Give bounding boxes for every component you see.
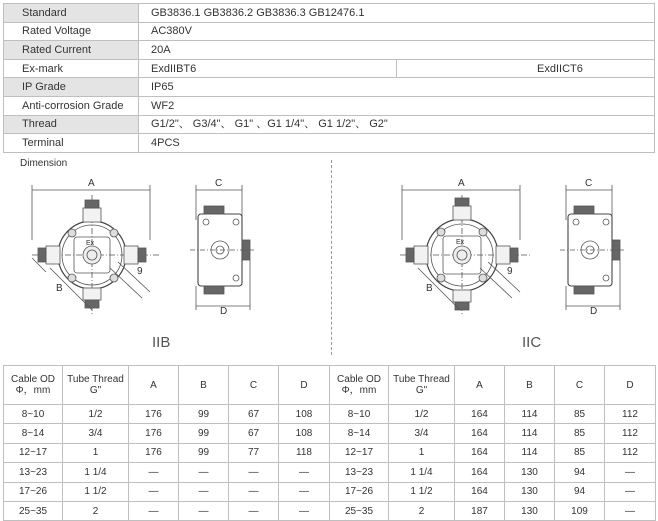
table-row [4, 424, 656, 443]
iic-a-cell: 164 [455, 424, 505, 443]
dim-c-label: C [215, 178, 223, 189]
header-a: A [455, 366, 505, 405]
iib-d-cell: — [279, 482, 330, 501]
iic-d-cell: 112 [605, 443, 656, 462]
iic-dimension-drawing [340, 170, 650, 320]
iib-c-cell: — [229, 463, 279, 482]
header-c: C [555, 366, 605, 405]
iic-a-cell: 164 [455, 405, 505, 424]
header-d: D [279, 366, 330, 405]
dimension-table [3, 365, 656, 521]
iib-d-cell: 108 [279, 424, 330, 443]
iib-a-cell: — [129, 463, 179, 482]
iib-cable-cell: 8~10 [4, 405, 63, 424]
iic-tube-cell: 2 [389, 501, 455, 520]
iib-a-cell: 176 [129, 424, 179, 443]
header-d: D [605, 366, 656, 405]
dim-a-label: A [88, 178, 95, 189]
iic-cable-cell: 25~35 [330, 501, 389, 520]
spec-row-terminal [4, 134, 655, 153]
iib-tube-cell: 1/2 [63, 405, 129, 424]
iib-cable-cell: 8~14 [4, 424, 63, 443]
iic-tube-cell: 1 [389, 443, 455, 462]
spec-label: Terminal [4, 134, 139, 153]
dimension-title: Dimension [20, 158, 68, 169]
iic-d-cell: 112 [605, 405, 656, 424]
table-row [4, 443, 656, 462]
dimension-table-body [4, 405, 656, 521]
iic-d-cell: — [605, 463, 656, 482]
iib-tube-cell: 2 [63, 501, 129, 520]
spec-label: Anti-corrosion Grade [4, 96, 139, 115]
iib-c-cell: — [229, 501, 279, 520]
iib-b-cell: — [179, 501, 229, 520]
spec-row-rated-current [4, 41, 655, 60]
iic-c-cell: 85 [555, 443, 605, 462]
iib-b-cell: — [179, 482, 229, 501]
iib-tube-cell: 1 1/2 [63, 482, 129, 501]
iib-cable-cell: 25~35 [4, 501, 63, 520]
iib-d-cell: 108 [279, 405, 330, 424]
iib-cable-cell: 12~17 [4, 443, 63, 462]
spec-value: GB3836.1 GB3836.2 GB3836.3 GB12476.1 [139, 4, 655, 23]
iib-b-cell: — [179, 463, 229, 482]
header-tube-thread: Tube Thread G" [389, 366, 455, 405]
spec-label: IP Grade [4, 78, 139, 97]
spec-label: Rated Voltage [4, 22, 139, 41]
iic-c-cell: 85 [555, 405, 605, 424]
iib-a-cell: 176 [129, 443, 179, 462]
dim-b-label: B [426, 283, 433, 294]
iib-d-cell: — [279, 463, 330, 482]
iic-d-cell: 112 [605, 424, 656, 443]
dim-d-label: D [590, 306, 598, 317]
iic-a-cell: 164 [455, 443, 505, 462]
iic-b-cell: 114 [505, 443, 555, 462]
spec-row-standard [4, 4, 655, 23]
spec-value: WF2 [139, 96, 655, 115]
table-row [4, 405, 656, 424]
header-b: B [505, 366, 555, 405]
header-a: A [129, 366, 179, 405]
table-row [4, 482, 656, 501]
iic-c-cell: 94 [555, 482, 605, 501]
iib-tube-cell: 3/4 [63, 424, 129, 443]
iib-a-cell: — [129, 501, 179, 520]
iic-a-cell: 164 [455, 463, 505, 482]
header-tube-thread: Tube Thread G" [63, 366, 129, 405]
table-row [4, 463, 656, 482]
dim-9-label: 9 [507, 266, 513, 277]
iib-a-cell: 176 [129, 405, 179, 424]
iib-b-cell: 99 [179, 405, 229, 424]
iib-c-cell: 67 [229, 424, 279, 443]
spec-value: IP65 [139, 78, 655, 97]
iic-tube-cell: 1/2 [389, 405, 455, 424]
ex-mark-text: Ex [86, 240, 95, 247]
spec-label: Thread [4, 115, 139, 134]
iic-b-cell: 130 [505, 463, 555, 482]
spec-row-thread [4, 115, 655, 134]
spec-row-rated-voltage [4, 22, 655, 41]
spec-label: Ex-mark [4, 59, 139, 78]
spec-value-iib: ExdIIBT6 [139, 59, 397, 78]
iic-cable-cell: 8~14 [330, 424, 389, 443]
iib-b-cell: 99 [179, 424, 229, 443]
section-divider [331, 160, 332, 355]
iib-cable-cell: 13~23 [4, 463, 63, 482]
ex-mark-text: Ex [456, 239, 465, 246]
iic-b-cell: 130 [505, 501, 555, 520]
spec-value: 4PCS [139, 134, 655, 153]
spec-row-ex-mark [4, 59, 655, 78]
iic-d-cell: — [605, 482, 656, 501]
spec-row-ip-grade [4, 78, 655, 97]
iib-tube-cell: 1 1/4 [63, 463, 129, 482]
iib-c-cell: — [229, 482, 279, 501]
iic-cable-cell: 12~17 [330, 443, 389, 462]
iic-cable-cell: 13~23 [330, 463, 389, 482]
dim-b-label: B [56, 283, 63, 294]
iic-b-cell: 130 [505, 482, 555, 501]
iic-c-cell: 109 [555, 501, 605, 520]
dim-c-label: C [585, 178, 593, 189]
iic-cable-cell: 8~10 [330, 405, 389, 424]
iic-cable-cell: 17~26 [330, 482, 389, 501]
header-b: B [179, 366, 229, 405]
spec-label: Rated Current [4, 41, 139, 60]
iic-b-cell: 114 [505, 424, 555, 443]
header-c: C [229, 366, 279, 405]
iic-tube-cell: 1 1/2 [389, 482, 455, 501]
iic-tube-cell: 3/4 [389, 424, 455, 443]
spec-value: G1/2"、 G3/4"、 G1" 、G1 1/4"、 G1 1/2"、 G2" [139, 115, 655, 134]
iic-a-cell: 164 [455, 482, 505, 501]
iic-c-cell: 94 [555, 463, 605, 482]
iic-tube-cell: 1 1/4 [389, 463, 455, 482]
iic-b-cell: 114 [505, 405, 555, 424]
dim-a-label: A [458, 178, 465, 189]
header-cable-od: Cable OD Φ，mm [330, 366, 389, 405]
iib-d-cell: 118 [279, 443, 330, 462]
iib-c-cell: 77 [229, 443, 279, 462]
header-cable-od: Cable OD Φ，mm [4, 366, 63, 405]
iib-a-cell: — [129, 482, 179, 501]
iic-c-cell: 85 [555, 424, 605, 443]
variant-iic-label: IIC [522, 334, 542, 351]
iic-a-cell: 187 [455, 501, 505, 520]
table-row [4, 501, 656, 520]
iib-c-cell: 67 [229, 405, 279, 424]
iic-d-cell: — [605, 501, 656, 520]
spec-value-iic: ExdIICT6 [397, 59, 655, 78]
spec-value: AC380V [139, 22, 655, 41]
iib-b-cell: 99 [179, 443, 229, 462]
variant-iib-label: IIB [152, 334, 171, 351]
spec-table [3, 3, 655, 153]
iib-d-cell: — [279, 501, 330, 520]
dim-9-label: 9 [137, 266, 143, 277]
iib-dimension-drawing [10, 170, 330, 320]
spec-value: 20A [139, 41, 655, 60]
table-header-row [4, 366, 656, 405]
spec-label: Standard [4, 4, 139, 23]
spec-row-anti-corrosion [4, 96, 655, 115]
iib-tube-cell: 1 [63, 443, 129, 462]
iib-cable-cell: 17~26 [4, 482, 63, 501]
dim-d-label: D [220, 306, 228, 317]
